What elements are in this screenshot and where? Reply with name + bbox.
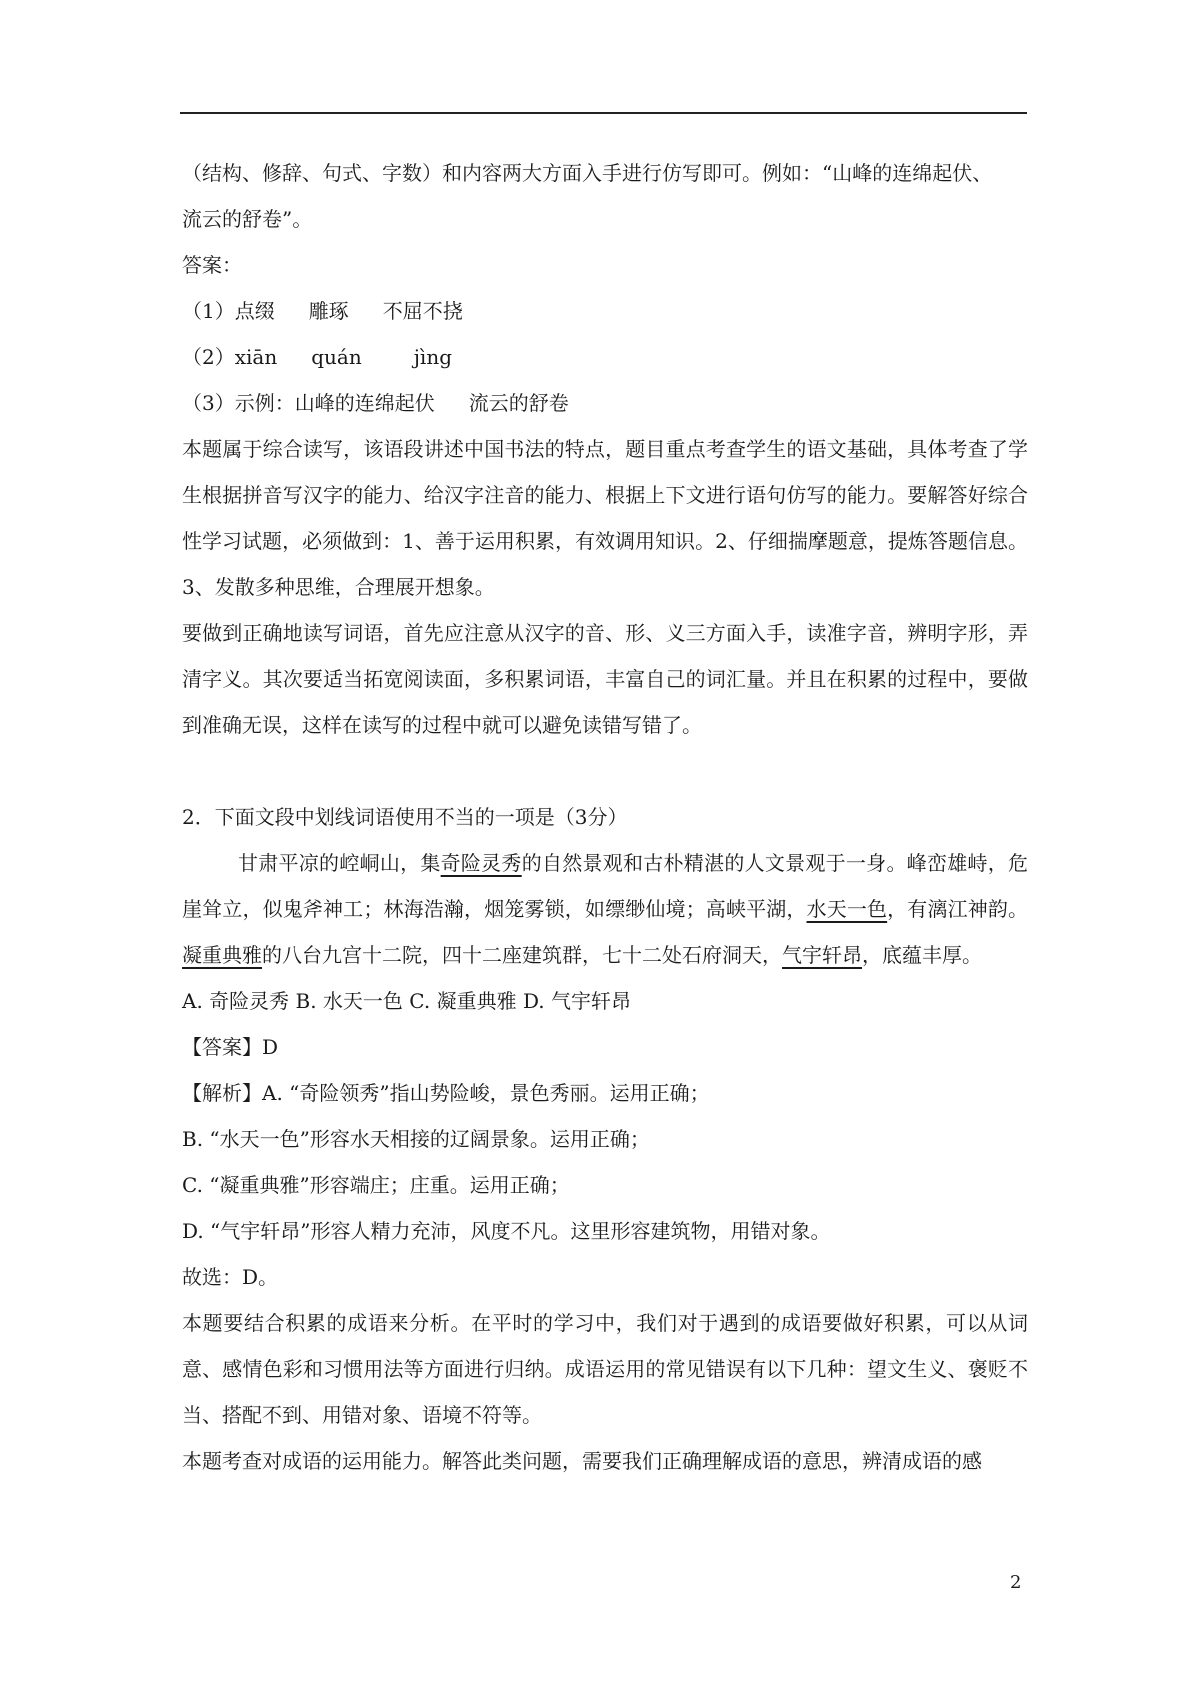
answer-word: 雕琢 — [308, 299, 349, 323]
passage-text: 的自然景观和古朴精湛的人文景观于一身。峰峦雄峙，危崖耸立，似鬼斧神工；林海浩瀚，烟笼雾锁，如缥缈仙境；高峡平湖， — [182, 851, 1029, 921]
analysis-option-c: C. “凝重典雅”形容端庄；庄重。运用正确； — [182, 1173, 570, 1197]
question-2-passage — [182, 840, 1028, 978]
question-2-options: A. 奇险灵秀 B. 水天一色 C. 凝重典雅 D. 气宇轩昂 — [182, 989, 631, 1013]
pinyin-word: jìng — [413, 345, 452, 369]
analysis-paragraph-1: 本题属于综合读写，该语段讲述中国书法的特点，题目重点考查学生的语文基础，具体考查了学生根据拼音写汉字的能力、给汉字注音的能力、根据上下文进行语句仿写的能力。要解答好综合性学习试题，必须做到：1、善于运用积累，有效调用知识。2、仔细揣摩题意，提炼答题信息。3、发散多种思维，合理展开想象。 — [182, 437, 1028, 599]
intro-line-1: （结构、修辞、句式、字数）和内容两大方面入手进行仿写即可。例如：“山峰的连绵起伏、 — [182, 161, 993, 185]
header-rule — [180, 112, 1027, 114]
page-content — [182, 150, 1028, 1484]
answer-item-2-number: （2） — [182, 345, 235, 369]
section-gap — [182, 748, 1028, 794]
intro-line-2: 流云的舒卷”。 — [182, 207, 313, 231]
question-2-answer: 【答案】D — [182, 1035, 279, 1059]
pinyin-word: quán — [311, 345, 362, 369]
passage-text: 甘肃平凉的崆峒山，集 — [238, 851, 441, 875]
answer-phrase: 流云的舒卷 — [468, 391, 569, 415]
answer-word: 不屈不挠 — [382, 299, 463, 323]
passage-text: ，底蕴丰厚。 — [862, 943, 982, 967]
passage-text: 的八台九宫十二院，四十二座建筑群，七十二处石府洞天， — [262, 943, 782, 967]
question-2-stem: 2．下面文段中划线词语使用不当的一项是（3分） — [182, 805, 628, 829]
answer-item-3-prefix: 示例： — [234, 391, 295, 415]
underlined-term-1: 奇险灵秀 — [440, 851, 522, 875]
analysis-option-d: D. “气宇轩昂”形容人精力充沛，风度不凡。这里形容建筑物，用错对象。 — [182, 1219, 831, 1243]
answer-label: 答案： — [182, 253, 242, 277]
underlined-term-2: 水天一色 — [806, 897, 888, 921]
underlined-term-4: 气宇轩昂 — [782, 943, 862, 967]
answer-item-1-number: （1） — [182, 299, 235, 323]
question-2-note-1: 本题要结合积累的成语来分析。在平时的学习中，我们对于遇到的成语要做好积累，可以从词意、感情色彩和习惯用法等方面进行归纳。成语运用的常见错误有以下几种：望文生义、褒贬不当、搭配不到、用错对象、语境不符等。 — [182, 1311, 1028, 1427]
answer-item-2 — [182, 334, 1028, 380]
analysis-paragraph-2: 要做到正确地读写词语，首先应注意从汉字的音、形、义三方面入手，读准字音，辨明字形，弄清字义。其次要适当拓宽阅读面，多积累词语，丰富自己的词汇量。并且在积累的过程中，要做到准确无误，这样在读写的过程中就可以避免读错写错了。 — [182, 621, 1028, 737]
pinyin-word: xiān — [234, 345, 278, 369]
answer-item-3 — [182, 380, 1028, 426]
answer-word: 点缀 — [234, 299, 275, 323]
page-number: 2 — [1010, 1572, 1022, 1593]
passage-text: ，有漓江神韵。 — [887, 897, 1029, 921]
answer-phrase: 山峰的连绵起伏 — [294, 391, 435, 415]
analysis-option-a: 【解析】A. “奇险领秀”指山势险峻，景色秀丽。运用正确； — [182, 1081, 710, 1105]
answer-item-1 — [182, 288, 1028, 334]
question-2-conclusion: 故选：D。 — [182, 1265, 279, 1289]
underlined-term-3: 凝重典雅 — [182, 943, 262, 967]
analysis-option-b: B. “水天一色”形容水天相接的辽阔景象。运用正确； — [182, 1127, 650, 1151]
answer-item-3-number: （3） — [182, 391, 235, 415]
question-2-note-2: 本题考查对成语的运用能力。解答此类问题，需要我们正确理解成语的意思，辨清成语的感 — [182, 1449, 982, 1473]
